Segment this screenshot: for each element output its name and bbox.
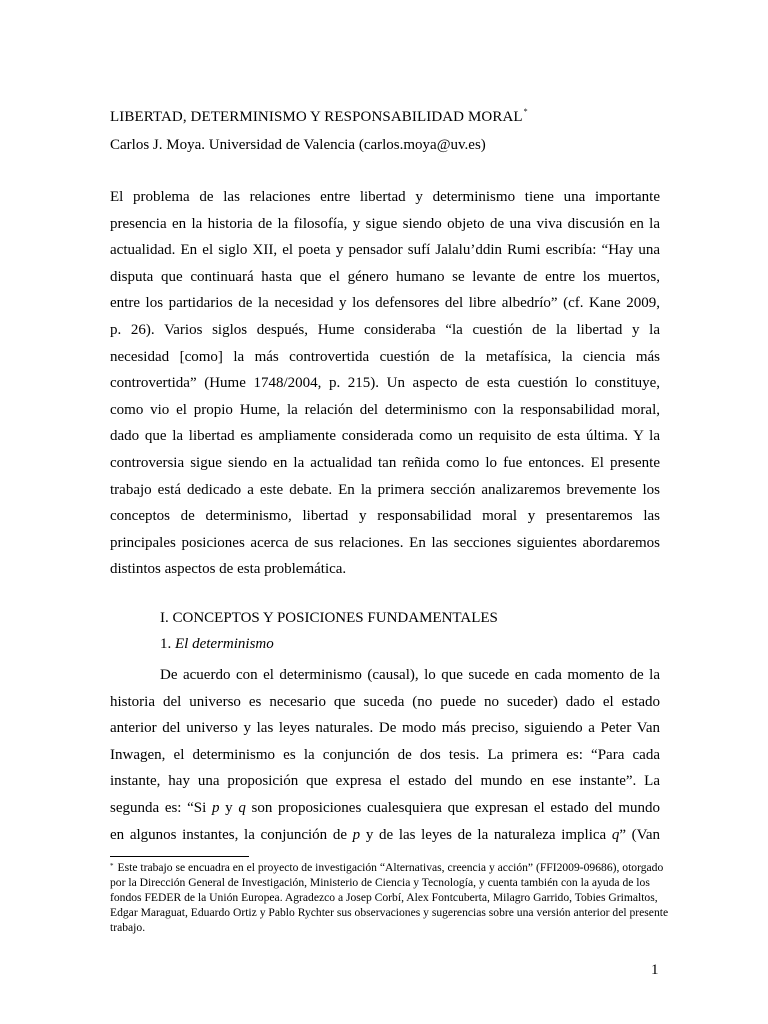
- text-line: De acuerdo con el determinismo (causal), lo que sucede en cada momento de la: [160, 667, 660, 683]
- text-line: controvertida” (Hume 1748/2004, p. 215). Un aspecto de esta cuestión lo constituye,: [110, 375, 660, 392]
- title-footnote-mark: *: [523, 107, 528, 116]
- text-line: Inwagen, el determinismo es la conjunción de dos tesis. La primera es: “Para cada: [110, 746, 660, 763]
- subsection-title: El determinismo: [175, 636, 274, 652]
- text-line: presencia en la historia de la filosofía, y sigue siendo objeto de una viva discusión en la: [110, 215, 660, 232]
- text-line: en algunos instantes, la conjunción de p y de las leyes de la naturaleza implica q” (Van: [110, 826, 661, 843]
- text-line: El problema de las relaciones entre libertad y determinismo tiene una importante: [110, 189, 660, 205]
- text-line: disputa que continuará hasta que el género humano se levante de entre los muertos,: [110, 268, 660, 285]
- determinism-paragraph: [110, 662, 660, 848]
- text-line: como vio el propio Hume, la relación del determinismo con la responsabilidad moral,: [110, 401, 660, 418]
- footnote-text: Este trabajo se encuadra en el proyecto de investigación “Alternativas, creencia y acción” (FFI2009-09686), otorgado por la Dirección General de Investigación, Ministerio de Ciencia y Tecnología, y cuenta también con la ayuda de los fondos FEDER de la Unión Europea. Agradezco a Josep Corbí, Alex Fontcuberta, Milagro Garrido, Tobies Grimaltos, Edgar Maraguat, Eduardo Ortiz y Pablo Rychter sus observaciones y sugerencias sobre una versión anterior del presente trabajo.: [110, 861, 669, 934]
- text-line: principales posiciones acerca de sus relaciones. En las secciones siguientes abordaremos: [110, 534, 660, 551]
- page-number: 1: [651, 962, 659, 978]
- footnote-separator: [110, 856, 249, 857]
- text-line: controversia sigue siendo en la actualidad tan reñida como lo fue entonces. El presente: [110, 454, 660, 471]
- footnote-mark: *: [110, 862, 114, 870]
- intro-paragraph: [110, 184, 660, 583]
- text-line: actualidad. En el siglo XII, el poeta y pensador sufí Jalalu’ddin Rumi escribía: “Hay una: [110, 242, 660, 259]
- text-line: distintos aspectos de esta problemática.: [110, 561, 347, 578]
- text-line: segunda es: “Si p y q son proposiciones cualesquiera que expresan el estado del mundo: [110, 799, 661, 816]
- text-line: entre los partidarios de la necesidad y los defensores del libre albedrío” (cf. Kane 2009,: [110, 295, 660, 312]
- text-line: p. 26). Varios siglos después, Hume consideraba “la cuestión de la libertad y la: [110, 321, 660, 338]
- paper-title: LIBERTAD, DETERMINISMO Y RESPONSABILIDAD MORAL*: [110, 107, 528, 125]
- text-line: necesidad [como] la más controvertida cuestión de la metafísica, la ciencia más: [110, 348, 660, 365]
- section-heading: I. CONCEPTOS Y POSICIONES FUNDAMENTALES: [160, 610, 498, 626]
- text-line: trabajo está dedicado a este debate. En la primera sección analizaremos brevemente los: [110, 481, 660, 498]
- author-line: Carlos J. Moya. Universidad de Valencia (carlos.moya@uv.es): [110, 137, 486, 153]
- text-line: dado que la libertad es ampliamente considerada como un requisito de esta última. Y la: [110, 428, 660, 445]
- text-line: anterior del universo y las leyes naturales. De modo más preciso, siguiendo a Peter Van: [110, 720, 660, 737]
- subsection-heading: 1. El determinismo: [160, 636, 274, 652]
- text-line: conceptos de determinismo, libertad y responsabilidad moral y presentaremos las: [110, 508, 660, 525]
- text-line: historia del universo es necesario que suceda (no puede no suceder) dado el estado: [110, 693, 660, 710]
- text-line: instante, hay una proposición que expresa el estado del mundo en ese instante”. La: [110, 773, 660, 790]
- footnote: [110, 860, 670, 935]
